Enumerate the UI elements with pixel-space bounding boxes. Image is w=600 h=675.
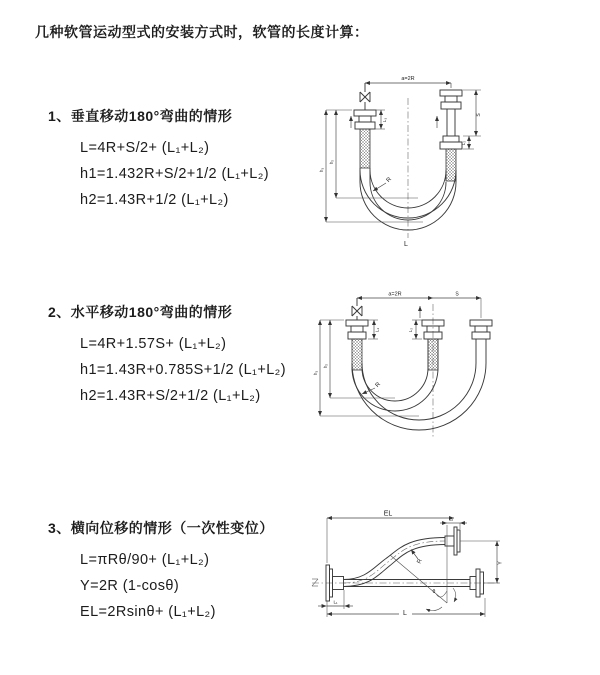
section-heading: 2、水平移动180°弯曲的情形	[48, 304, 233, 320]
left-flange	[354, 110, 376, 129]
section-horizontal-180	[48, 302, 286, 409]
formula-line: h2=1.43R+1/2 (L₁+L₂)	[80, 192, 229, 208]
braided-hose-section	[360, 129, 370, 168]
formula-line: L=πRθ/90+ (L₁+L₂)	[80, 552, 210, 568]
dim-label-h2: h₂	[323, 363, 328, 369]
section-heading: 3、横向位移的情形（一次性变位）	[48, 520, 274, 536]
dim-label-l2: L₂	[448, 516, 454, 522]
valve-icon	[360, 83, 370, 110]
diagram-vertical-180-bend	[318, 70, 488, 255]
right-flange-moved	[470, 320, 492, 339]
dim-label-s: S	[476, 113, 482, 117]
right-flange-upper-position	[440, 90, 462, 109]
dim-label-a2r: a=2R	[388, 291, 402, 298]
valve-icon	[352, 298, 362, 320]
dim-label-l1: L₁	[382, 117, 387, 123]
formula-line: EL=2Rsinθ+ (L₁+L₂)	[80, 604, 216, 620]
formula-line: h2=1.43R+S/2+1/2 (L₁+L₂)	[80, 388, 261, 404]
braided-hose-section	[352, 339, 362, 370]
dim-label-y: Y	[497, 561, 504, 565]
diagram-horizontal-180-bend	[312, 288, 494, 446]
dim-label-l1: L₁	[374, 327, 380, 333]
formula-group	[80, 547, 274, 625]
dim-label-s: S	[455, 291, 459, 298]
angle-arc-arrow	[426, 607, 442, 611]
formula-group	[80, 135, 269, 213]
dim-label-h1: h₁	[319, 167, 324, 173]
angle-label-theta: θ	[432, 589, 436, 595]
dim-label-h1: h₁	[313, 370, 318, 376]
right-flange-lower-position	[440, 136, 462, 149]
formula-line: h1=1.43R+0.785S+1/2 (L₁+L₂)	[80, 362, 286, 378]
diagram-lateral-displacement	[308, 503, 508, 638]
dim-label-l2: L₂	[461, 140, 466, 146]
angle-arc-arrow	[453, 588, 456, 602]
radius-label-r: R	[374, 381, 382, 389]
dim-label-l1: L₁	[333, 599, 338, 605]
formula-line: h1=1.432R+S/2+1/2 (L₁+L₂)	[80, 166, 270, 182]
formula-line: L=4R+1.57S+ (L₁+L₂)	[80, 336, 227, 352]
page-title: 几种软管运动型式的安装方式时，软管的长度计算：	[35, 24, 369, 40]
left-flange	[346, 320, 368, 339]
radius-label-r: R	[416, 558, 424, 565]
length-label-l: L	[404, 241, 408, 248]
angle-arc	[437, 591, 448, 597]
dim-label-h2: h₂	[329, 159, 334, 165]
formula-line: Y=2R (1-cosθ)	[80, 578, 180, 594]
section-vertical-180	[48, 106, 269, 213]
centerline-symbol	[312, 579, 318, 586]
dim-label-l2: L₂	[408, 327, 413, 333]
u-bend-hose	[352, 339, 486, 430]
formula-line: L=4R+S/2+ (L₁+L₂)	[80, 140, 210, 156]
section-lateral-displacement	[48, 518, 274, 625]
braided-hose-section	[428, 339, 438, 370]
section-heading: 1、垂直移动180°弯曲的情形	[48, 108, 233, 124]
dim-label-a2r: a=2R	[401, 76, 415, 82]
braided-hose-section	[446, 149, 456, 181]
formula-group	[80, 331, 286, 409]
dim-label-l: L	[403, 610, 407, 617]
dim-label-el: EL	[383, 510, 393, 518]
radius-label-r: R	[385, 176, 393, 184]
